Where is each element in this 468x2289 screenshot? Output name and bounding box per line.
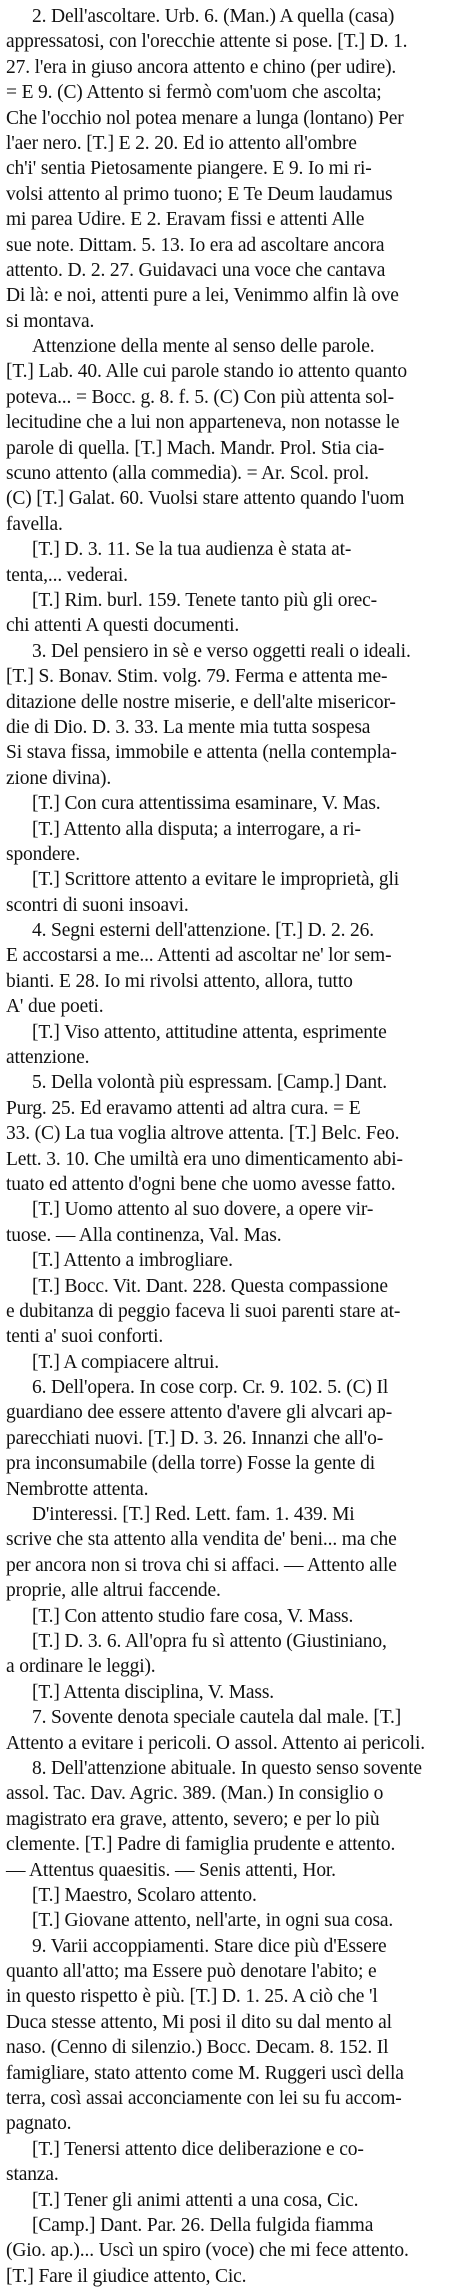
text-line: Duca stesse attento, Mi posi il dito su dal mento al [6,2011,392,2033]
text-line: 8. Dell'attenzione abituale. In questo senso sovente [32,1757,422,1779]
text-line: magistrato era grave, attento, severo; e per lo più [6,1808,380,1830]
text-line: E accostarsi a me... Attenti ad ascoltar ne' lor sem- [6,945,392,967]
text-line: si montava. [6,310,95,332]
text-line: favella. [6,513,63,535]
text-line: scuno attento (alla commedia). = Ar. Scol. prol. [6,463,369,485]
text-line: 2. Dell'ascoltare. Urb. 6. (Man.) A quella (casa) [32,6,395,27]
text-line: per ancora non si trova chi si affaci. — Attento alle [6,1554,397,1576]
text-line: [T.] Lab. 40. Alle cui parole stando io attento quanto [6,361,407,383]
text-line: [T.] D. 3. 11. Se la tua audienza è stata at- [32,539,352,561]
text-line: Si stava fissa, immobile e attenta (nella contempla- [6,742,397,764]
text-line: [T.] A compiacere altrui. [32,1351,220,1373]
text-line: Che l'occhio nol potea menare a lunga (lontano) Per [6,107,404,129]
text-line: [T.] Viso attento, attitudine attenta, esprimente [32,1021,387,1043]
text-line: a ordinare le leggi). [6,1656,156,1678]
text-line: A' due poeti. [6,996,104,1018]
text-line: [T.] Uomo attento al suo dovere, a opere vir- [32,1199,374,1221]
text-line: tenti a' suoi conforti. [6,1326,164,1348]
text-line: Lett. 3. 10. Che umiltà era uno dimenticamento abi- [6,1148,403,1170]
text-line: bianti. E 28. Io mi rivolsi attento, allora, tutto [6,970,353,992]
text-line: Attenzione della mente al senso delle parole. [32,336,375,358]
text-line: Di là: e noi, attenti pure a lei, Venimmo alfin là ove [6,285,399,307]
text-line: guardiano dee essere attento d'avere gli alvcari ap- [6,1402,393,1424]
text-line: volsi attento al primo tuono; E Te Deum laudamus [6,183,393,205]
text-line: spondere. [6,843,80,865]
text-line: [T.] Attento alla disputa; a interrogare, a ri- [32,818,361,840]
text-line: clemente. [T.] Padre di famiglia prudente e attento. [6,1834,396,1856]
text-line: attento. D. 2. 27. Guidavaci una voce che cantava [6,259,386,281]
text-line: pra inconsumabile (della torre) Fosse la gente di [6,1453,375,1475]
text-line: assol. Tac. Dav. Agric. 389. (Man.) In consiglio o [6,1783,384,1805]
text-line: mi parea Udire. E 2. Eravam fissi e attenti Alle [6,209,365,231]
text-line: die di Dio. D. 3. 33. La mente mia tutta sospesa [6,716,371,738]
text-line: [T.] Fare il giudice attento, Cic. [6,2265,247,2287]
text-line: [Camp.] Dant. Par. 26. Della fulgida fiamma [32,2214,374,2236]
text-line: lecitudine che a lui non apparteneva, non notasse le [6,412,400,434]
text-line: = E 9. (C) Attento si fermò com'uom che ascolta; [6,82,382,104]
text-line: [T.] S. Bonav. Stim. volg. 79. Ferma e attenta me- [6,666,388,688]
text-line: chi attenti A questi documenti. [6,615,240,637]
text-line: scrive che sta attento alla vendita de' beni... ma che [6,1529,397,1551]
text-line: Nembrotte attenta. [6,1478,149,1500]
text-line: scontri di suoni insoavi. [6,894,189,916]
text-line: sue note. Dittam. 5. 13. Io era ad ascoltare ancora [6,234,385,256]
text-line: 27. l'era in giuso ancora attento e chino (per udire). [6,56,397,78]
text-line: ditazione delle nostre miserie, e dell'alte misericor- [6,691,396,713]
text-line: poteva... = Bocc. g. 8. f. 5. (C) Con più attenta sol- [6,386,394,408]
text-line: proprie, alle altrui faccende. [6,1580,221,1602]
text-line: tuato ed attento d'ogni bene che uomo avesse fatto. [6,1173,396,1195]
text-line: zione divina). [6,767,112,789]
text-line: [T.] Attenta disciplina, V. Mass. [32,1681,275,1703]
text-line: 7. Sovente denota speciale cautela dal male. [T.] [32,1707,402,1729]
text-line: in questo rispetto è più. [T.] D. 1. 25. A ciò che 'l [6,1986,378,2008]
text-line: Purg. 25. Ed eravamo attenti ad altra cura. = E [6,1097,361,1119]
text-line: 9. Varii accoppiamenti. Stare dice più d'Essere [32,1935,387,1957]
text-line: l'aer nero. [T.] E 2. 20. Ed io attento all'ombre [6,132,357,154]
text-line: [T.] Tener gli animi attenti a una cosa, Cic. [32,2189,359,2211]
text-line: quanto all'atto; ma Essere può denotare l'abito; e [6,1961,377,1983]
text-line: 6. Dell'opera. In cose corp. Cr. 9. 102. 5. (C) Il [32,1377,389,1399]
text-line: terra, così assai acconciamente con lei su fu accom- [6,2088,402,2110]
text-line: — Attentus quaesitis. — Senis attenti, Hor. [6,1859,336,1881]
text-line: (C) [T.] Galat. 60. Vuolsi stare attento quando l'uom [6,488,405,510]
text-line: Attento a evitare i pericoli. O assol. Attento ai pericoli. [6,1732,425,1754]
text-line: naso. (Cenno di silenzio.) Bocc. Decam. 8. 152. Il [6,2037,389,2059]
text-line: tenta,... vederai. [6,564,128,586]
text-line: [T.] D. 3. 6. All'opra fu sì attento (Giustiniano, [32,1631,387,1652]
text-line: [T.] Maestro, Scolaro attento. [32,1884,257,1906]
text-line: [T.] Giovane attento, nell'arte, in ogni sua cosa. [32,1910,394,1932]
text-line: e dubitanza di peggio faceva li suoi parenti stare at- [6,1300,401,1322]
text-line: [T.] Con attento studio fare cosa, V. Mass. [32,1605,354,1627]
text-line: parecchiati nuovi. [T.] D. 3. 26. Innanzi che all'o- [6,1427,384,1449]
text-line: [T.] Scrittore attento a evitare le improprietà, gli [32,869,400,891]
text-line: 4. Segni esterni dell'attenzione. [T.] D. 2. 26. [32,920,374,942]
text-line: ch'i' sentia Pietosamente piangere. E 9. Io mi ri- [6,158,372,180]
text-line: pagnato. [6,2113,72,2135]
text-line: [T.] Rim. burl. 159. Tenete tanto più gli orec- [32,589,378,611]
text-line: 3. Del pensiero in sè e verso oggetti reali o ideali. [32,640,411,662]
text-line: 33. (C) La tua voglia altrove attenta. [T.] Belc. Feo. [6,1123,400,1145]
text-line: famigliare, stato attento come M. Ruggeri uscì della [6,2062,404,2084]
text-line: parole di quella. [T.] Mach. Mandr. Prol. Stia cia- [6,437,385,459]
text-line: [T.] Tenersi attento dice deliberazione e co- [32,2138,364,2160]
text-line: [T.] Attento a imbrogliare. [32,1250,233,1272]
text-line: tuose. — Alla continenza, Val. Mas. [6,1224,282,1246]
text-line: (Gio. ap.)... Uscì un spiro (voce) che mi fece attento. [6,2240,409,2262]
text-line: 5. Della volontà più espressam. [Camp.] Dant. [32,1072,388,1094]
text-line: [T.] Con cura attentissima esaminare, V. Mas. [32,793,381,815]
text-line: stanza. [6,2164,59,2186]
text-line: D'interessi. [T.] Red. Lett. fam. 1. 439. Mi [32,1504,355,1526]
text-line: appressatosi, con l'orecchie attente si pose. [T.] D. 1. [6,31,408,53]
text-line: attenzione. [6,1047,90,1069]
text-line: [T.] Bocc. Vit. Dant. 228. Questa compassione [32,1275,388,1297]
